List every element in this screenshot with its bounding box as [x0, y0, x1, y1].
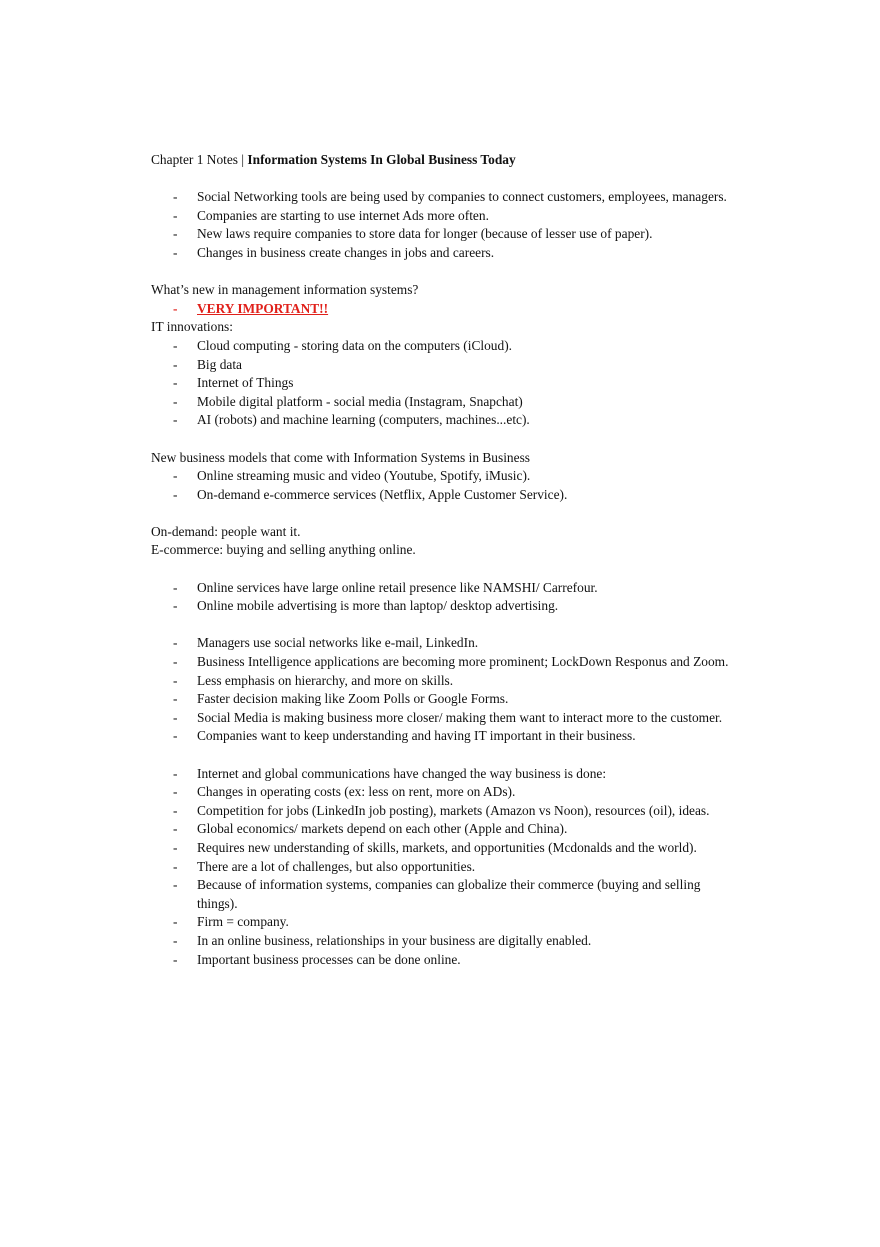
list-item: - On-demand e-commerce services (Netflix, Apple Customer Service).: [151, 486, 741, 505]
spacer: [151, 430, 741, 449]
list-item: - Social Networking tools are being used by companies to connect customers, employees, managers.: [151, 188, 741, 207]
intro-list: [151, 188, 741, 262]
bullet-dash: -: [173, 337, 178, 353]
bullet-dash: -: [173, 486, 178, 502]
list-item: - Big data: [151, 356, 741, 375]
list-item: - Online mobile advertising is more than laptop/ desktop advertising.: [151, 597, 741, 616]
ecommerce-definition: E-commerce: buying and selling anything online.: [151, 542, 416, 558]
list-item: - New laws require companies to store data for longer (because of lesser use of paper).: [151, 225, 741, 244]
list-item: - There are a lot of challenges, but also opportunities.: [151, 858, 741, 877]
list-item: - Social Media is making business more closer/ making them want to interact more to the customer.: [151, 709, 741, 728]
title-prefix: Chapter 1 Notes |: [151, 152, 248, 167]
spacer: [151, 263, 741, 282]
important-note: [151, 300, 741, 319]
list-item: - Changes in operating costs (ex: less on rent, more on ADs).: [151, 783, 741, 802]
bullet-dash: -: [173, 839, 178, 855]
bullet-dash: -: [173, 412, 178, 428]
list-item: - Mobile digital platform - social media (Instagram, Snapchat): [151, 393, 741, 412]
list-item: - Online streaming music and video (Youtube, Spotify, iMusic).: [151, 467, 741, 486]
bullet-dash: -: [173, 468, 178, 484]
models-heading: New business models that come with Information Systems in Business: [151, 449, 530, 465]
list-item: - In an online business, relationships in your business are digitally enabled.: [151, 932, 741, 951]
bullet-dash: -: [173, 300, 178, 316]
spacer: [151, 504, 741, 523]
list-item: - Internet of Things: [151, 374, 741, 393]
list-item: - Internet and global communications have changed the way business is done:: [151, 765, 741, 784]
bullet-dash: -: [173, 226, 178, 242]
business-models-list: [151, 467, 741, 504]
bullet-dash: -: [173, 189, 178, 205]
bullet-dash: -: [173, 784, 178, 800]
online-services-list: [151, 579, 741, 616]
list-item: - Online services have large online retail presence like NAMSHI/ Carrefour.: [151, 579, 741, 598]
bullet-dash: -: [173, 579, 178, 595]
bullet-dash: -: [173, 207, 178, 223]
bullet-dash: -: [173, 598, 178, 614]
list-item: - Faster decision making like Zoom Polls or Google Forms.: [151, 690, 741, 709]
bullet-dash: -: [173, 802, 178, 818]
it-heading: IT innovations:: [151, 319, 233, 335]
bullet-dash: -: [173, 765, 178, 781]
bullet-dash: -: [173, 821, 178, 837]
page-title: [151, 151, 741, 170]
globalization-list: [151, 765, 741, 970]
bullet-dash: -: [173, 393, 178, 409]
page-content: [151, 151, 741, 969]
list-item: - Requires new understanding of skills, markets, and opportunities (Mcdonalds and the world).: [151, 839, 741, 858]
bullet-dash: -: [173, 877, 178, 893]
list-item: - Cloud computing - storing data on the computers (iCloud).: [151, 337, 741, 356]
bullet-dash: -: [173, 914, 178, 930]
bullet-dash: -: [173, 691, 178, 707]
bullet-dash: -: [173, 244, 178, 260]
title-main: Information Systems In Global Business Today: [247, 152, 516, 167]
it-innovations-list: [151, 337, 741, 430]
spacer: [151, 616, 741, 635]
management-list: [151, 634, 741, 746]
bullet-dash: -: [173, 932, 178, 948]
list-item: - Firm = company.: [151, 913, 741, 932]
list-item: - Changes in business create changes in jobs and careers.: [151, 244, 741, 263]
list-item: - Companies want to keep understanding and having IT important in their business.: [151, 727, 741, 746]
bullet-dash: -: [173, 672, 178, 688]
mis-heading: What’s new in management information systems?: [151, 282, 419, 298]
spacer: [151, 746, 741, 765]
bullet-dash: -: [173, 951, 178, 967]
bullet-dash: -: [173, 709, 178, 725]
list-item: - Less emphasis on hierarchy, and more on skills.: [151, 672, 741, 691]
list-item: - Companies are starting to use internet Ads more often.: [151, 207, 741, 226]
list-item: - Business Intelligence applications are becoming more prominent; LockDown Responus and Zoom.: [151, 653, 741, 672]
list-item: - Managers use social networks like e-mail, LinkedIn.: [151, 634, 741, 653]
list-item: - Important business processes can be done online.: [151, 951, 741, 970]
list-item: - Global economics/ markets depend on each other (Apple and China).: [151, 820, 741, 839]
bullet-dash: -: [173, 654, 178, 670]
list-item: - Competition for jobs (LinkedIn job posting), markets (Amazon vs Noon), resources (oil), ideas.: [151, 802, 741, 821]
list-item: - AI (robots) and machine learning (computers, machines...etc).: [151, 411, 741, 430]
bullet-dash: -: [173, 375, 178, 391]
bullet-dash: -: [173, 858, 178, 874]
bullet-dash: -: [173, 356, 178, 372]
important-label: VERY IMPORTANT!!: [197, 300, 329, 316]
bullet-dash: -: [173, 728, 178, 744]
list-item: - Because of information systems, companies can globalize their commerce (buying and selling things).: [173, 877, 701, 911]
important-list: [151, 300, 741, 319]
spacer: [151, 560, 741, 579]
bullet-dash: -: [173, 635, 178, 651]
ondemand-definition: On-demand: people want it.: [151, 523, 301, 539]
